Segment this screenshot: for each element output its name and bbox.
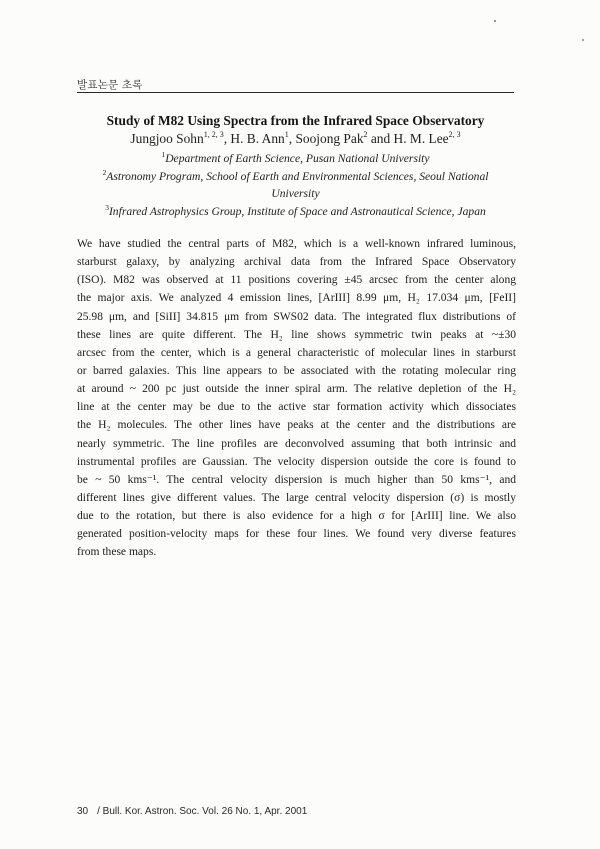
scan-speck [494, 20, 496, 22]
author-separator: , [223, 131, 231, 146]
paper-title: Study of M82 Using Spectra from the Infrared Space Observatory [106, 113, 485, 128]
author-affiliation-mark: 2, 3 [448, 130, 461, 139]
abstract-line: or barred galaxies. This line appears to be associated with the rotating molecular ring [77, 364, 516, 377]
affiliation [77, 205, 514, 218]
affiliation-mark: 3 [105, 203, 109, 212]
abstract-line: the major axis. We analyzed 4 emission lines, [ArIII] 8.99 μm, H₂ 17.034 μm, [FeII] [77, 292, 516, 305]
author-list [77, 131, 514, 147]
abstract-line: different lines give different values. The large central velocity dispersion (σ) is mostly [77, 491, 516, 504]
affiliation-continuation [77, 187, 514, 200]
scan-speck [582, 39, 584, 41]
section-header [77, 76, 514, 93]
abstract-line: generated position-velocity maps for these four lines. We found very diverse features [77, 528, 516, 541]
abstract-line: (ISO). M82 was observed at 11 positions covering ±45 arcsec from the center along [77, 274, 516, 287]
author-affiliation-mark: 1 [284, 130, 289, 139]
abstract-line: the H₂ molecules. The other lines have peaks at the center and the distributions are [77, 419, 516, 432]
affiliation-text: Department of Earth Science, Pusan National University [165, 152, 430, 165]
abstract-line: 25.98 μm, and [SiII] 34.815 μm from SWS02 data. The integrated flux distributions of [77, 310, 516, 323]
affiliation-mark: 1 [161, 150, 166, 159]
author-separator: and [367, 131, 394, 146]
author-name: Jungjoo Sohn [130, 131, 204, 146]
abstract-line: at around ~ 200 pc just outside the inner spiral arm. The relative depletion of the H₂ [77, 383, 516, 396]
abstract-line: be ~ 50 kms⁻¹. The central velocity dispersion is much higher than 50 kms⁻¹, and [77, 473, 516, 486]
abstract-line: We have studied the central parts of M82, which is a well-known infrared luminous, [77, 238, 516, 250]
affiliation [77, 152, 514, 165]
abstract-line: from these maps. [77, 546, 157, 559]
header-rule [77, 92, 514, 93]
abstract-line: starburst galaxy, by analyzing archival data from the Infrared Space Observatory [77, 256, 516, 269]
affiliation-text: Infrared Astrophysics Group, Institute of Space and Astronautical Science, Japan [108, 205, 486, 218]
abstract-line: line at the center may be due to the active star formation activity which dissociates [77, 401, 516, 414]
abstract-line: instrumental profiles are Gaussian. The velocity dispersion outside the core is found to [77, 455, 516, 468]
author-affiliation-mark: 1, 2, 3 [203, 130, 224, 139]
page-footer [77, 806, 307, 817]
affiliation [77, 170, 514, 183]
abstract-line: these lines are quite different. The H₂ line shows symmetric twin peaks at ~±30 [77, 328, 516, 341]
page-number: 30 [77, 806, 89, 817]
abstract-body [77, 235, 516, 562]
author-name: Soojong Pak [295, 131, 364, 146]
abstract-line: due to the rotation, but there is also evidence for a high σ for [ArIII] line. We also [77, 510, 516, 523]
author-name: H. B. Ann [230, 131, 285, 146]
abstract-line: arcsec from the center, which is a general characteristic of molecular lines in starburst [77, 346, 516, 359]
author-separator: , [288, 131, 296, 146]
section-label: 발표논문 초록 [77, 79, 143, 91]
journal-citation: / Bull. Kor. Astron. Soc. Vol. 26 No. 1, Apr. 2001 [97, 806, 308, 817]
affiliation-text: Astronomy Program, School of Earth and Environmental Sciences, Seoul National [106, 170, 489, 183]
affiliation-mark: 2 [102, 168, 107, 177]
author-affiliation-mark: 2 [363, 130, 368, 139]
author-name: H. M. Lee [393, 131, 449, 146]
affiliation-text: University [271, 187, 320, 200]
abstract-line: nearly symmetric. The line profiles are deconvolved assuming that both intrinsic and [77, 437, 516, 450]
